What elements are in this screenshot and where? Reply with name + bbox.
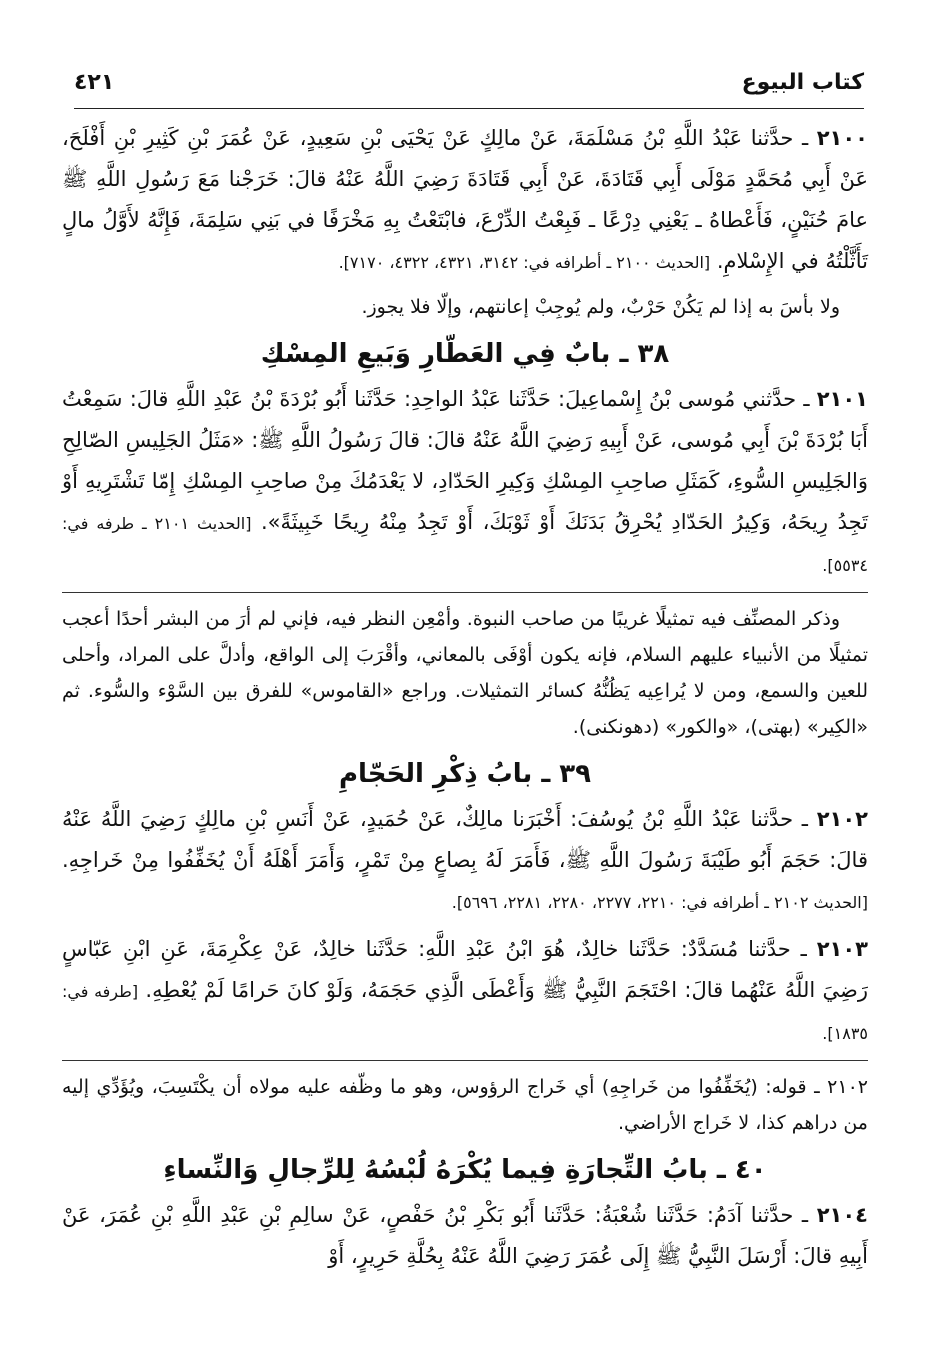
hadith-2103 <box>62 929 868 1054</box>
hadith-text: ـ حدَّثني مُوسى بْنُ إِسْماعِيلَ: حَدَّثَنا عَبْدُ الواحِدِ: حَدَّثَنا أَبُو بُرْدَةَ بْنُ عَبْدِ اللَّهِ قالَ: سَمِعْتُ أَبَا بُرْدَةَ بْنَ أَبِي مُوسى، عَنْ أَبِيهِ رَضِيَ اللَّهُ عَنْهُ قالَ: قالَ رَسُولُ اللَّهِ ﷺ: «مَثَلُ الجَلِيسِ الصّالِحِ وَالجَلِيسِ السُّوءِ، كَمَثَلِ صاحِبِ المِسْكِ وَكِيرِ الحَدّادِ، لا يَعْدَمُكَ مِنْ صاحِبِ المِسْكِ إِمّا تَشْتَرِيهِ أَوْ تَجِدُ رِيحَهُ، وَكِيرُ الحَدّادِ يُحْرِقُ بَدَنَكَ أَوْ ثَوْبَكَ، أَوْ تَجِدُ مِنْهُ رِيحًا خَبِيثَةً». <box>62 387 869 534</box>
hadith-text: ـ حدَّثنا آدَمُ: حَدَّثَنا شُعْبَةُ: حَدَّثَنا أَبُو بَكْرِ بْنُ حَفْصٍ، عَنْ سالِمِ بْنِ عَبْدِ اللَّهِ بْنِ عُمَرَ، عَنْ أَبِيهِ قالَ: أَرْسَلَ النَّبِيُّ ﷺ إِلَى عُمَرَ رَضِيَ اللَّهُ عَنْهُ بِحُلَّةِ حَرِيرٍ، أَوْ <box>62 1203 868 1268</box>
hadith-number: ٢١٠١ <box>816 387 868 411</box>
hadith-reference: [طرفه في: ١٨٣٥]. <box>62 982 868 1043</box>
chapter-title: كتاب البيوع <box>741 70 864 95</box>
commentary-note: وذكر المصنِّف فيه تمثيلًا غريبًا من صاحب النبوة. وأمْعِن النظر فيه، فإني لم أرَ من البشر أحدًا أعجب تمثيلًا من الأنبياء عليهم السلام، فإنه يكون أوْفَى بالمعاني، وأقْرَبَ إلى الواقع، وأدلَّ على المراد، وأحلى للعين والسمع، ومن لا يُراعِيه يَظُنُّهُ كسائر التمثيلات. وراجع «القاموس» للفرق بين السَّوْء والسُّوء. ثم «الكِير» (بهتى)، «والكور» (دهونكنى). <box>62 608 868 738</box>
hadith-number: ٢١٠٠ <box>816 126 868 150</box>
page-header <box>74 68 864 109</box>
divider <box>62 1060 868 1061</box>
hadith-reference: [الحديث ٢١٠٢ ـ أطرافه في: ٢٢١٠، ٢٢٧٧، ٢٢٨٠، ٢٢٨١، ٥٦٩٦]. <box>451 893 868 912</box>
page-number: ٤٢١ <box>74 70 115 95</box>
hadith-number: ٢١٠٣ <box>816 937 868 961</box>
hadith-reference: [الحديث ٢١٠١ ـ طرفه في: ٥٥٣٤]. <box>62 514 868 575</box>
hadith-text: ـ حدَّثنا عَبْدُ اللَّهِ بْنُ يُوسُفَ: أَخْبَرَنا مالِكٌ، عَنْ حُمَيدٍ، عَنْ أَنَسِ بْنِ مالِكٍ رَضِيَ اللَّهُ عَنْهُ قالَ: حَجَمَ أَبُو طَيْبَةَ رَسُولَ اللَّهِ ﷺ، فَأَمَرَ لَهُ بِصاعٍ مِنْ تَمْرٍ، وَأَمَرَ أَهْلَهُ أَنْ يُخَفِّفُوا مِنْ خَراجِهِ. <box>62 807 868 872</box>
hadith-2104 <box>62 1195 868 1277</box>
hadith-number: ٢١٠٤ <box>816 1203 868 1227</box>
hadith-2101 <box>62 379 868 586</box>
divider <box>62 592 868 593</box>
hadith-reference: [الحديث ٢١٠٠ ـ أطرافه في: ٣١٤٢، ٤٣٢١، ٤٣٢٢، ٧١٧٠]. <box>338 253 711 272</box>
page-body <box>62 118 868 1283</box>
hadith-2102 <box>62 799 868 923</box>
chapter-heading-39: ٣٩ ـ بابُ ذِكْرِ الحَجّامِ <box>338 759 592 789</box>
hadith-text: ـ حدَّثنا مُسَدَّدٌ: حَدَّثَنا خالِدٌ، هُوَ ابْنُ عَبْدِ اللَّهِ: حَدَّثَنا خالِدٌ، عَنْ عِكْرِمَةَ، عَنِ ابْنِ عَبّاسٍ رَضِيَ اللَّهُ عَنْهُما قالَ: احْتَجَمَ النَّبِيُّ ﷺ وَأَعْطَى الَّذِي حَجَمَهُ، وَلَوْ كانَ حَرامًا لَمْ يُعْطِهِ. <box>62 937 868 1002</box>
commentary-note: ولا بأسَ به إذا لم يَكُنْ حَرْبٌ، ولم يُوجِبْ إعانتهم، وإلّا فلا يجوز. <box>361 296 840 318</box>
hadith-text: ـ حدَّثنا عَبْدُ اللَّهِ بْنُ مَسْلَمَةَ، عَنْ مالِكٍ عَنْ يَحْيَى بْنِ سَعِيدٍ، عَنْ عُمَرَ بْنِ كَثِيرِ بْنِ أَفْلَحَ، عَنْ أَبِي مُحَمَّدٍ مَوْلَى أَبِي قَتَادَةَ، عَنْ أَبِي قَتَادَةَ رَضِيَ اللَّهُ عَنْهُ قالَ: خَرَجْنا مَعَ رَسُولِ اللَّهِ ﷺ عامَ حُنَيْنٍ، فَأَعْطاهُ ـ يَعْنِي دِرْعًا ـ فَبِعْتُ الدِّرْعَ، فابْتَعْتُ بِهِ مَخْرَفًا في بَنِي سَلِمَةَ، فَإِنَّهُ لأَوَّلُ مالٍ تَأَثَّلْتُهُ في الإِسْلامِ. <box>62 126 868 273</box>
chapter-heading-40: ٤٠ ـ بابُ التِّجارَةِ فِيما يُكْرَهُ لُبْسُهُ لِلرِّجالِ وَالنِّساءِ <box>163 1155 767 1185</box>
hadith-2100 <box>62 118 868 283</box>
chapter-heading-38: ٣٨ ـ بابٌ فِي العَطّارِ وَبَيعِ المِسْكِ <box>260 339 670 369</box>
commentary-note: ٢١٠٢ ـ قوله: (يُخَفِّفُوا من خَراجِهِ) أي خَراج الرؤوس، وهو ما وظّفه عليه مولاه أن يكْتَسِبَ، ويُؤَدِّي إليه من دراهم كذا، لا خَراج الأراضي. <box>62 1076 868 1134</box>
hadith-number: ٢١٠٢ <box>816 807 868 831</box>
